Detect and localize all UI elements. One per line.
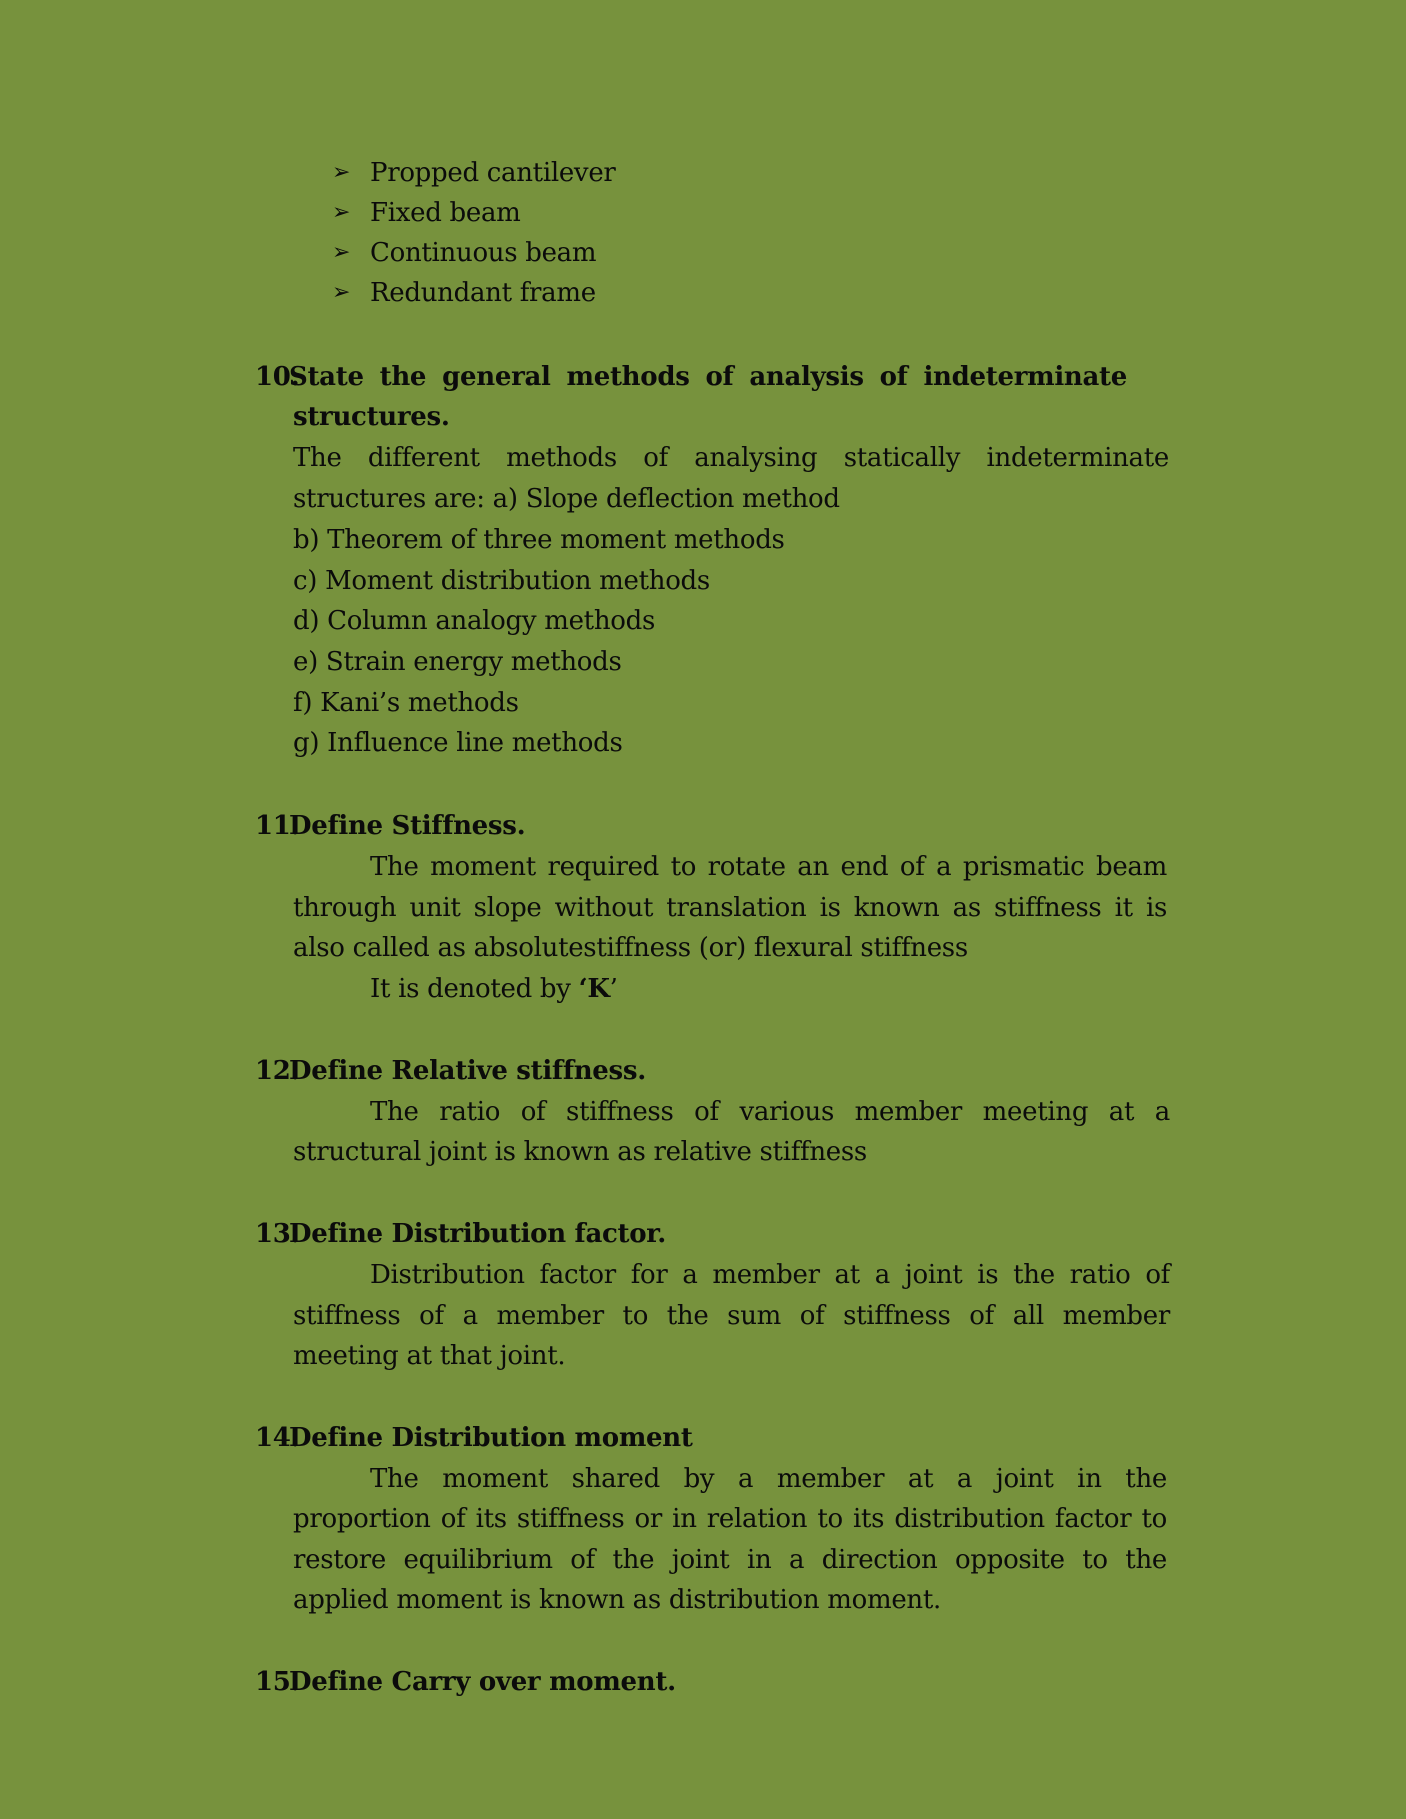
answer-line: through unit slope without translation is known as stiffness it is [293,893,1167,923]
question-heading [255,1051,646,1091]
list-item-text: Propped cantilever [370,158,616,188]
question-number: 15. [255,1667,300,1697]
answer-line: The different methods of analysing statically indeterminate [293,443,1169,473]
method-item: d) Column analogy methods [293,606,656,636]
answer-line: structures are: a) Slope deflection method [293,484,840,514]
question-heading [255,1214,666,1254]
answer-line: The moment required to rotate an end of a prismatic beam [370,852,1167,882]
question-number: 10. [255,362,300,392]
question-number: 13. [255,1219,300,1249]
open-quote: ‘ [578,974,588,1004]
stiffness-symbol: K [587,974,610,1004]
question-heading [255,1418,693,1458]
question-heading [255,806,525,846]
answer-line: restore equilibrium of the joint in a direction opposite to the [293,1545,1167,1575]
list-item-text: Fixed beam [370,198,521,228]
arrowhead-bullet-icon: ➢ [332,280,351,305]
question-heading [255,357,1127,397]
answer-line: meeting at that joint. [293,1341,566,1371]
answer-line: also called as absolutestiffness (or) flexural stiffness [293,933,968,963]
question-heading-text: Define Stiffness. [289,811,526,841]
arrowhead-bullet-icon: ➢ [332,240,351,265]
answer-line: The moment shared by a member at a joint in the [370,1464,1167,1494]
list-item-text: Continuous beam [370,238,597,268]
answer-line: The ratio of stiffness of various member meeting at a [370,1097,1170,1127]
question-heading-text: State the general methods of analysis of indeterminate [289,362,1127,392]
method-item: e) Strain energy methods [293,647,622,677]
question-heading-text: Define Distribution factor. [289,1219,667,1249]
list-item [332,193,521,233]
answer-line: structural joint is known as relative stiffness [293,1137,867,1167]
method-item: c) Moment distribution methods [293,566,710,596]
answer-line: Distribution factor for a member at a joint is the ratio of [370,1260,1170,1290]
denoted-prefix: It is denoted by [370,974,579,1004]
list-item [332,273,596,313]
question-heading-continued: structures. [293,402,450,432]
close-quote: ’ [609,974,618,1004]
list-item [332,233,596,273]
answer-line: proportion of its stiffness or in relation to its distribution factor to [293,1504,1167,1534]
question-number: 12. [255,1056,300,1086]
question-number: 11. [255,811,300,841]
question-number: 14. [255,1423,300,1453]
arrowhead-bullet-icon: ➢ [332,160,351,185]
question-heading-text: Define Relative stiffness. [289,1056,646,1086]
answer-line: stiffness of a member to the sum of stiffness of all member [293,1301,1170,1331]
answer-line: applied moment is known as distribution moment. [293,1585,941,1615]
arrowhead-bullet-icon: ➢ [332,200,351,225]
question-heading [255,1662,676,1702]
method-item: f) Kani’s methods [293,688,519,718]
method-item: g) Influence line methods [293,728,623,758]
list-item [332,153,616,193]
denoted-line [370,969,618,1009]
list-item-text: Redundant frame [370,278,596,308]
question-heading-text: Define Distribution moment [289,1423,693,1453]
question-heading-text: Define Carry over moment. [289,1667,676,1697]
method-item: b) Theorem of three moment methods [293,525,785,555]
